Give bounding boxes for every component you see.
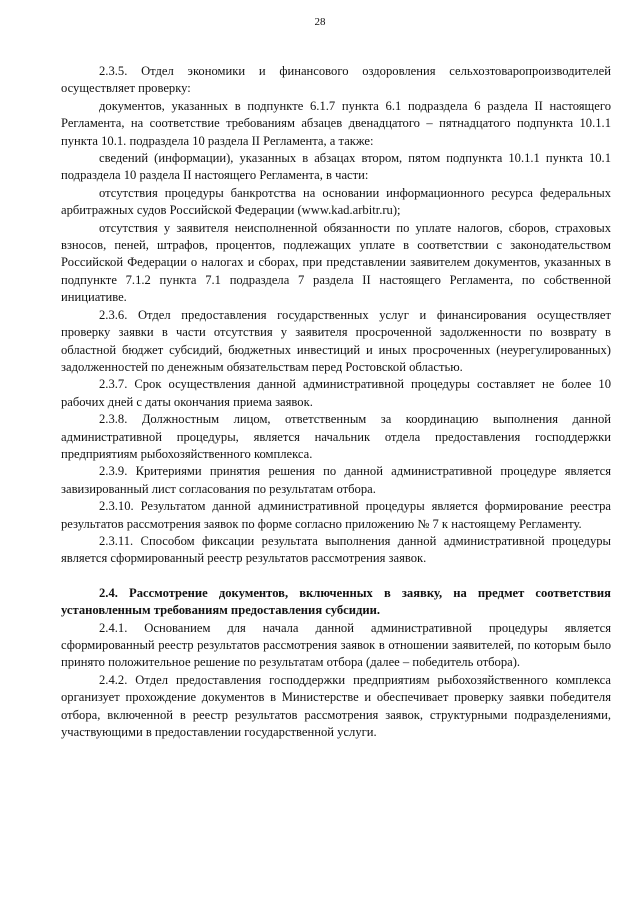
paragraph-2-4-2: 2.4.2. Отдел предоставления господдержки предприятиям рыбохозяйственного комплекса организует прохождение документов в Министерстве и обеспечивает проверку заявки победителя отбора, включенной в реестр результатов рассмотрения заявок, структурными подразделениями, участвующими в предоставлении государственной услуги. <box>61 672 611 740</box>
paragraph-2-3-10: 2.3.10. Результатом данной административной процедуры является формирование реестра результатов рассмотрения заявок по форме согласно приложению № 7 к настоящему Регламенту. <box>61 499 611 531</box>
paragraph-2-3-6: 2.3.6. Отдел предоставления государственных услуг и финансирования осуществляет проверку заявки в части отсутствия у заявителя просроченной задолженности по возврату в областной бюджет субсидий, бюджетных инвестиций и иных просроченных (неурегулированных) задолженностей по денежным обязательствам перед Ростовской областью. <box>61 307 611 374</box>
section-heading-2-4: 2.4. Рассмотрение документов, включенных в заявку, на предмет соответствия установленным требованиям предоставления субсидии. <box>61 585 611 618</box>
paragraph-2-3-9: 2.3.9. Критериями принятия решения по данной административной процедуре является завизированный лист согласования по результатам отбора. <box>61 464 611 496</box>
paragraph-2-4-1: 2.4.1. Основанием для начала данной административной процедуры является сформированный реестр результатов рассмотрения заявок в отношении заявителей, по которым было принято положительное решение по результатам отбора (далее – победитель отбора). <box>61 620 611 670</box>
paragraph-2-3-11: 2.3.11. Способом фиксации результата выполнения данной административной процедуры является сформированный реестр результатов рассмотрения заявок. <box>61 533 611 566</box>
page-number: 28 <box>314 16 326 28</box>
paragraph-2-3-7: 2.3.7. Срок осуществления данной административной процедуры составляет не более 10 рабочих дней с даты окончания приема заявок. <box>61 377 611 409</box>
document-body <box>61 63 611 741</box>
paragraph-tax-obligations: отсутствия у заявителя неисполненной обязанности по уплате налогов, сборов, страховых взносов, пеней, штрафов, процентов, подлежащих уплате в соответствии с законодательством Российской Федерации о налогах и сборах, при представлении заявителем документов, указанных в подпункте 7.1.2 пункта 7.1 подраздела 7 раздела II настоящего Регламента, по собственной инициативе. <box>61 220 611 305</box>
paragraph-information: сведений (информации), указанных в абзацах втором, пятом подпункта 10.1.1 пункта 10.1 подраздела 10 раздела II настоящего Регламента, в части: <box>61 151 611 183</box>
paragraph-bankruptcy: отсутствия процедуры банкротства на основании информационного ресурса федеральных арбитражных судов Российской Федерации (www.kad.arbitr.ru); <box>61 185 611 218</box>
paragraph-documents: документов, указанных в подпункте 6.1.7 пункта 6.1 подраздела 6 раздела II настоящего Регламента, на соответствие требованиям абзацев двенадцатого – пятнадцатого подпункта 10.1.1 пункта 10.1. подраздела 10 раздела II Регламента, а также: <box>61 98 611 148</box>
paragraph-2-3-8: 2.3.8. Должностным лицом, ответственным за координацию выполнения данной административной процедуры, является начальник отдела предоставления господдержки предприятиям рыбохозяйственного комплекса. <box>61 412 611 461</box>
paragraph-2-3-5: 2.3.5. Отдел экономики и финансового оздоровления сельхозтоваропроизводителей осуществляет проверку: <box>61 64 611 96</box>
